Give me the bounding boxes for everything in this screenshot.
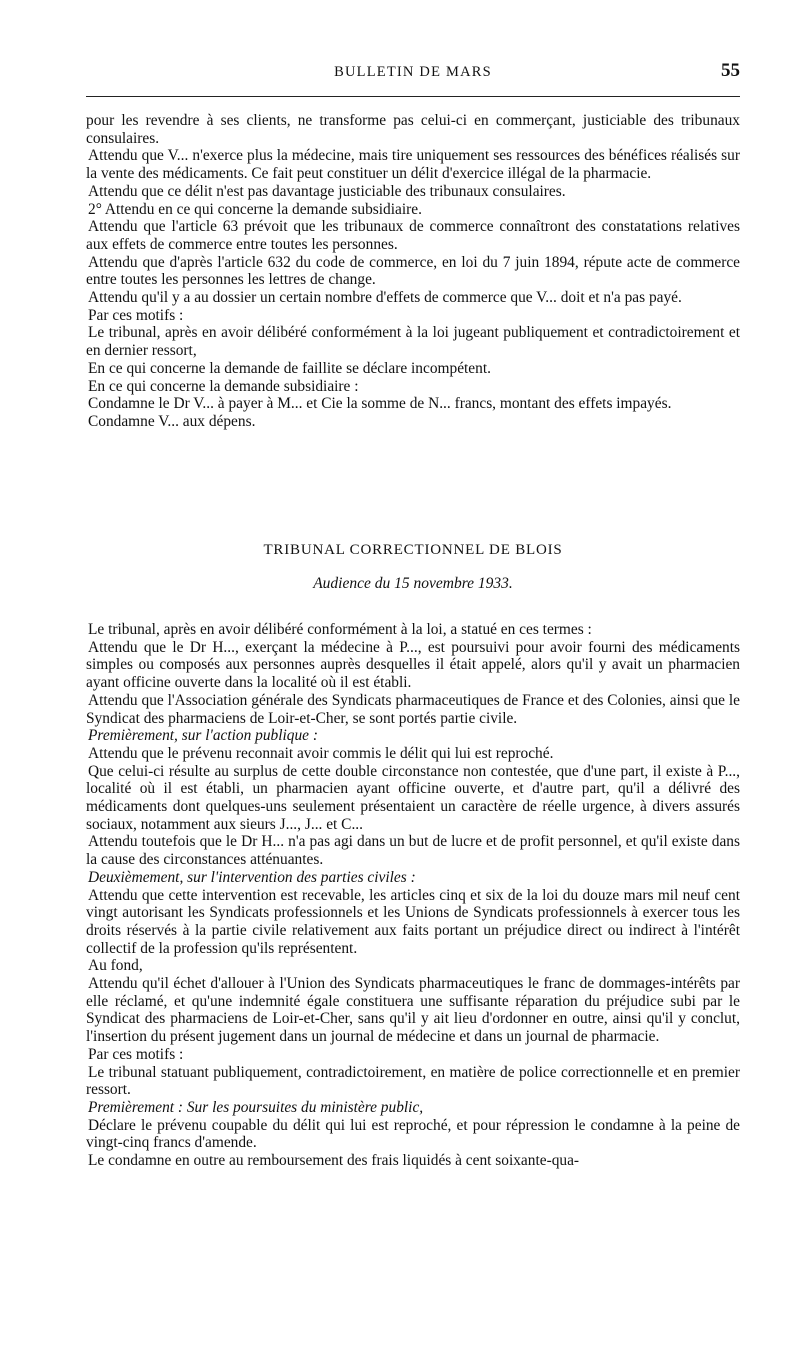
paragraph: Attendu toutefois que le Dr H... n'a pas agi dans un but de lucre et de profit personnel, et qu'il existe dans la cause des circonstances atténuantes. (86, 833, 740, 869)
paragraph: En ce qui concerne la demande subsidiaire : (88, 377, 359, 395)
paragraph: Le condamne en outre au remboursement des frais liquidés à cent soixante-qua- (88, 1152, 580, 1170)
paragraph: Le tribunal statuant publiquement, contradictoirement, en matière de police correctionnelle et en premier ressort. (86, 1063, 740, 1099)
paragraph: Attendu que le Dr H..., exerçant la médecine à P..., est poursuivi pour avoir fourni des médicaments simples ou composés aux personnes auprès desquelles il était appelé, alors qu'il y avait un pharmacien ayant officine ouverte dans la localité où il est établi. (86, 638, 740, 692)
page-number: 55 (721, 60, 740, 81)
paragraph: Le tribunal, après en avoir délibéré conformément à la loi, a statué en ces termes : (88, 621, 592, 638)
hearing-date: Audience du 15 novembre 1933. (313, 575, 513, 592)
paragraph: Attendu que l'article 63 prévoit que les tribunaux de commerce connaîtront des constatations relatives aux effets de commerce entre toutes les personnes. (86, 218, 740, 253)
paragraph: Attendu que d'après l'article 632 du code de commerce, en loi du 7 juin 1894, répute acte de commerce entre toutes les personnes les lettres de change. (86, 253, 740, 289)
paragraph: Déclare le prévenu coupable du délit qui lui est reproché, et pour répression le condamne à la peine de vingt-cinq francs d'amende. (86, 1116, 740, 1152)
paragraph: Attendu qu'il échet d'allouer à l'Union des Syndicats pharmaceutiques le franc de dommages-intérêts par elle réclamé, et qu'une indemnité égale constituera une suffisante réparation du préjudice subi par le Syndicat des pharmaciens de Loir-et-Cher, sans qu'il y ait lieu d'ordonner en outre, ainsi qu'il y conclut, l'insertion du présent jugement dans un journal de médecine et dans un journal de pharmacie. (86, 975, 740, 1046)
paragraph: Condamne le Dr V... à payer à M... et Cie la somme de N... francs, montant des effets impayés. (88, 395, 672, 413)
paragraph: Attendu que cette intervention est recevable, les articles cinq et six de la loi du douze mars mil neuf cent vingt autorisant les Syndicats professionnels et les Unions de Syndicats professionnels à exercer tous les droits réservés à la partie civile relativement aux faits portant un préjudice direct ou indirect à l'intérêt collectif de la profession qu'ils représentent. (86, 886, 740, 957)
paragraph: Que celui-ci résulte au surplus de cette double circonstance non contestée, que d'une part, il existe à P..., localité où il est établi, un pharmacien ayant officine ouverte, et d'autre part, qu'il a délivré des médicaments dont quelques-uns seulement présentaient un caractère de réelle urgence, à divers assurés sociaux, notamment aux sieurs J..., J... et C... (86, 762, 740, 833)
paragraph: 2° Attendu en ce qui concerne la demande subsidiaire. (88, 200, 422, 218)
paragraph: Au fond, (88, 957, 143, 975)
paragraph: Attendu que ce délit n'est pas davantage justiciable des tribunaux consulaires. (88, 182, 566, 200)
running-title: BULLETIN DE MARS (334, 64, 492, 80)
paragraph: Attendu que V... n'exerce plus la médecine, mais tire uniquement ses ressources des bénéfices réalisés sur la vente des médicaments. Ce fait peut constituer un délit d'exercice illégal de la pharmacie. (86, 147, 740, 183)
paragraph: Par ces motifs : (88, 306, 184, 324)
paragraph: Par ces motifs : (88, 1045, 184, 1063)
subheading: Premièrement : Sur les poursuites du ministère public, (88, 1098, 424, 1116)
paragraph: Attendu qu'il y a au dossier un certain nombre d'effets de commerce que V... doit et n'a pas payé. (88, 289, 682, 307)
judgment-continuation (86, 112, 740, 431)
subheading: Premièrement, sur l'action publique : (88, 727, 318, 745)
paragraph: Attendu que le prévenu reconnait avoir commis le délit qui lui est reproché. (88, 744, 554, 762)
section-heading: TRIBUNAL CORRECTIONNEL DE BLOIS (263, 542, 563, 558)
paragraph: Le tribunal, après en avoir délibéré conformément à la loi jugeant publiquement et contradictoirement et en dernier ressort, (86, 324, 740, 360)
correctional-judgment (86, 621, 740, 1170)
paragraph: Condamne V... aux dépens. (88, 412, 256, 430)
paragraph: Attendu que l'Association générale des Syndicats pharmaceutiques de France et des Colonies, ainsi que le Syndicat des pharmaciens de Loir-et-Cher, se sont portés partie civile. (86, 691, 740, 727)
subheading: Deuxièmement, sur l'intervention des parties civiles : (88, 868, 416, 886)
paragraph: pour les revendre à ses clients, ne transforme pas celui-ci en commerçant, justiciable des tribunaux consulaires. (86, 112, 740, 147)
page-header (86, 60, 740, 97)
paragraph: En ce qui concerne la demande de faillite se déclare incompétent. (88, 359, 491, 377)
